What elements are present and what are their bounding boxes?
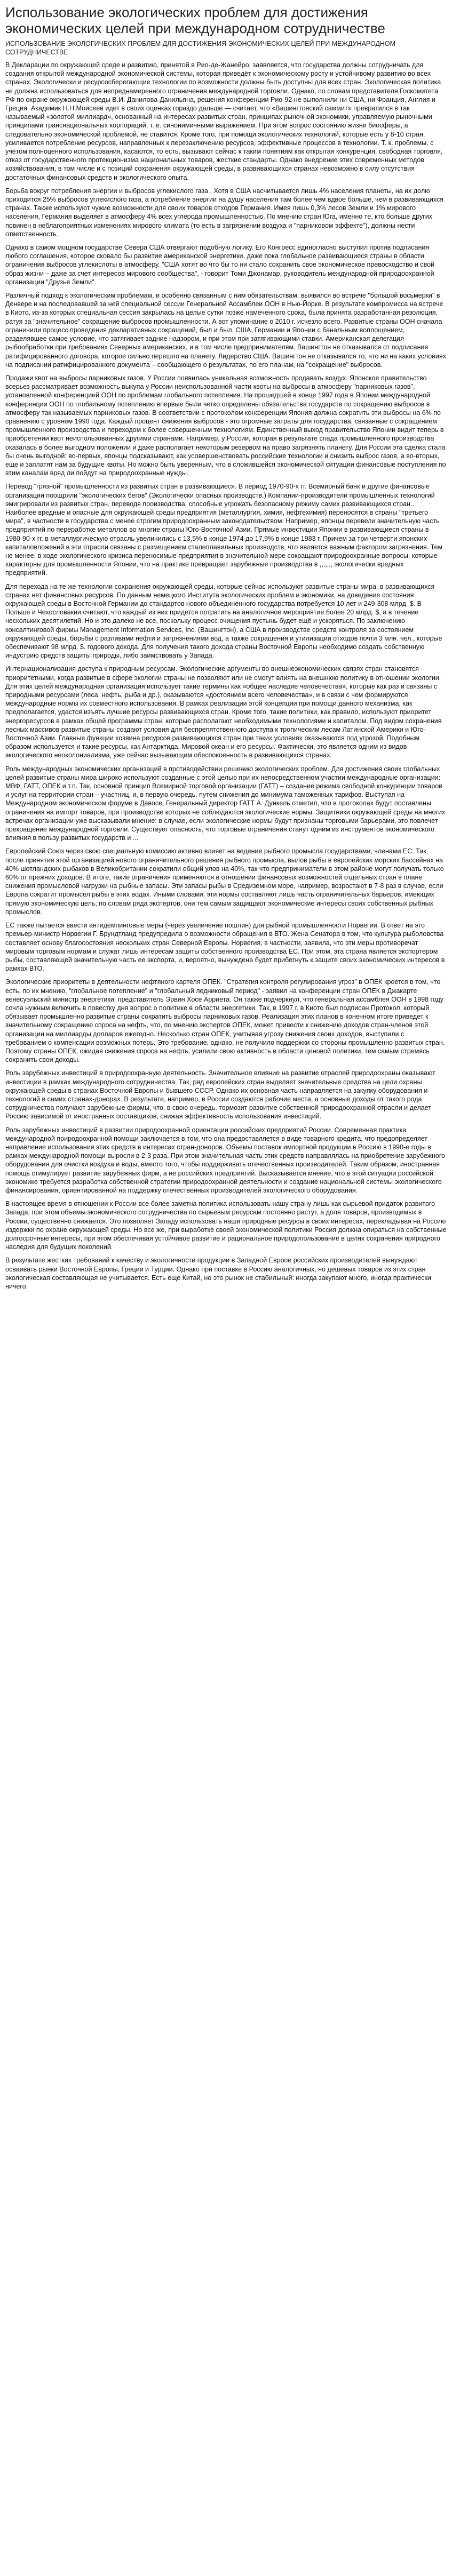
article-paragraph: В результате жестких требований к качеству и экологичности продукции в Западной Европе российских производителей вынуждают осваивать рынки Восточной Европы, Греции и Турции. Однако при поставке в Россию аналогичных, но дешевых товаров из этих стран экологическая составляющая не учитывается. Есть еще Китай, но это рынок не стабильный: иногда закупают много, иногда практически ничего. [5,1257,431,1291]
article-paragraph: Для перехода на те же технологии сохранения окружающей среды, которые сейчас используют развитые страны мира, в развивающихся странах нет финансовых ресурсов. По данным немецкого Института экологических проблем и экономики, на доведение состояния окружающей среды в Восточной Германии до стандартов нового объединенного государства потребуется 10 лет и 249-308 млрд. $. В Польше и Чехословакии считают, что каждый из них придется потратить на аналогичное мероприятие более 20 млрд. $, а в течение нескольких десятилетий. Но и это далеко не все, поскольку процесс очищения пустынь будет ещё и ускоряться. По заключению консалтинговой фирмы Management Information Services, Inc. (Вашингтон), а США в производстве средств контроля за состоянием окружающей среды, борьбы с разливами нефти и загрязнениями вод, а также сокращения и утилизации отходов почти 3 млн. чел., которые обеспечивают 98 млрд. $. годового дохода. Для получения такого дохода страны Восточной Европы необходимо создать собственную индустрию средств защиты природы, либо заимствовать у Запада. [5,582,442,660]
article-paragraph: Однако в самом мощном государстве Севера США отвергают подобную логику. Его Конгресс единогласно выступил против подписания любого соглашения, которое сковало бы развитие американской энергетики, даже пока глобальное развивающиеся страны в области ограничения выбросов углекислоты в атмосферу. "США хотят во что бы то ни стало сохранить свое экономическое превосходство и свой образ жизни – даже за счет интересов мирового сообщества", - говорит Томи Джонамар, руководитель международной природоохранной организации "Друзья Земли". [5,244,435,286]
article-paragraph: Интернационализация доступа к природным ресурсам. Экологические аргументы во внешнеэкономических связях стран становятся приоритетными, когда развитые в сфере экологии страны не позволяют или не смогут влиять на внешнюю политику в отношении экологии. Для этих целей международная организация использует такие термины как «общее наследие человечества», которые как раз и связаны с природными ресурсами (леса, нефть, рыба и др.), оказываются «достоянием всего человечества», и в связи с чем формируются международные нормы их совместного использования. В рамках реализации этой концепции при помощи данного механизма, как предполагается, удастся изъять лучшие ресурсы развивающихся стран. Кроме того, такие политики, как правило, используют приоритет энергоресурсов в рамках общей программы стран, которые располагают необходимыми технологиями и капиталом. Под видом сохранения лесных массивов развитые страны создают условия для беспрепятственного доступа к тропическим лесам Латинской Америки и Юго-Восточной Азии. Главные функции хозяина ресурсов развивающихся стран при таких условиях оказываются под угрозой. Подобным образом используется и такие ресурсы, как Антарктида, Мировой океан и его ресурсы. Фактически, это является одним из видов экологического неоколониализма, уже сейчас вызывающим обеспокоенность в развивающихся странах. [5,665,442,759]
article-title: Использование экологических проблем для достижения экономических целей при международном сотрудничестве [5,4,385,36]
article-paragraph: Экологические приоритеты в деятельности нефтяного картеля ОПЕК. "Стратегия контроля регулирования угроз" в ОПЕК кроется в том, что есть, по их мнению, "глобальное потепление" и "глобальный ледниковый период" - заявил на конференции стран ОПЕК в Джакарте венесуэльский министр энергетики, представитель Эрвин Хосе Арриета. Он также подчеркнул, что генеральная ассамблея ООН в 1998 году сочла нужным включить в повестку дня вопрос о политике в области энергетики. Так, в 1997 г. в Киото был подписан Протокол, который обязывает промышленно развитые страны сократить выбросы парниковых газов. Реализация этих планов в конечном итоге приведет к значительному сокращению спроса на нефть, что, по мнению экспертов ОПЕК, может привести к снижению доходов стран-членов этой организации на миллиарды долларов ежегодно. Несколько стран ОПЕК, учитывая угрозу снижения своих доходов, выступили с требованием о компенсации возможных потерь. Это требование, однако, не получило поддержки со стороны промышленно развитых стран. Поэтому страны ОПЕК, ожидая снижения спроса на нефть, усилили свою активность в области ценовой политики, тем самым стремясь сохранить свои доходы. [5,978,445,1064]
article-paragraph: Роль зарубежных инвестиций в развитии природоохранной ориентации российских предприятий России. Современная практика международной природоохранной помощи заключается в том, что она предоставляется в виде товарного кредита, что предопределяет направление использования этих средств в интересах стран-доноров. Объемы поставок импортной продукции в Россию в 1990-е годы в рамках международной помощи выросли в 2-3 раза. При этом значительная часть этих средств направлялась на приобретение зарубежного оборудования для очистки воздуха и воды, вместо того, чтобы поддерживать отечественных производителей. Таким образом, иностранная помощь стимулирует развитие зарубежных фирм, а не российских предприятий. Высказывается мнение, что в этой ситуации российской экономике требуется разработка собственной стратегии природоохранной деятельности и создание национальной системы экологического финансирования, ориентированной на поддержку отечественных производителей экологического оборудования. [5,1126,446,1194]
article-paragraph: Борьба вокруг потребления энергии и выбросов углекислого газа . Хотя в США насчитывается лишь 4% населения планеты, на их долю приходится 25% выбросов углекислого газа, а потребление энергии на душу населения там более чем вдвое больше, чем в развивающихся странах. Также используют чужие возможности для своих товаров отходов Германия. Имея лишь 0,3% лесов Земли и 1% мирового населения, Германия выделяет в атмосферу 4% всех углерода промышленностью. По мнению стран Юга, именно те, кто больше других повинен в неблагоприятных изменениях мирового климата (то есть в загрязнении воздуха и "парниковом эффекте"), должны нести ответственность. [5,187,443,238]
article-paragraph: Роль международных экономических организаций в противодействии решению экологических проблем. Для достижения своих глобальных целей развитые страны мира широко используют созданные с этой целью при их непосредственном участии международные организации: МВФ, ГАТТ, ОПЕК и т.п. Так, основной принцип Всемирной торговой организации (ГАТТ) – создание режима свободной конкуренции товаров и услуг на территории стран – участниц, и, в первую очередь, путем снижения до минимума таможенных тарифов. Выступая на Международном экономическом форуме в Давосе, Генеральный директор ГАТТ А. Дункель отметил, что в протоколах будут поставлены ограничения на импорт товаров, при производстве которых не соблюдаются экологические нормы. Защитники окружающей среды на многих встречах организации уже высказывали мнение: в случае, если экологические нормы будут признаны торговыми барьерами, это повлечет прекращение международной торговли. Существует опасность, что торговые ограничения станут одним из инструментов экономического влияния в пользу развитых государств и ... [5,765,446,842]
article-paragraph: Перевод "грязной" промышленности из развитых стран в развивающиеся. В период 1970-90-х гг. Всемирный банк и другие финансовые организации поощряли "экологических бегов" (Экологически опасных производств.) Компании-производители промышленных технологий эмигрировали из развитых стран, переводя производства, способные угрожать безопасному режиму самих развивающихся стран... Наиболее вредные и опасные для окружающей среды предприятия (металлургия, химия, нефтехимия) переносятся в страны "третьего мира", в частности в государства с менее строгим природоохранным законодательством. Например, японцы перевели значительную часть предприятий по переработке металлов во многие страны Юго-Восточной Азии. Прямые инвестиции Японии в развивающиеся страны в 1980-90-х гг. в металлургическую отрасль увеличились с 13,5% в конце 1974 до 17,9% в конце 1983 г. Причем за три четверти японских капиталовложений в эти отрасли связаны с размещением сталеплавильных производств, что является важным фактором загрязнения. Тем не менее, в ходе экологического кризиса переносимые предприятия в значительной мере сокращают природоохранные вопросы, которые характерны для промышленности Японии, что на практике превращает зарубежные производства в ,,,,,,, экологически вредных предприятий. [5,483,443,577]
article-paragraph: В Декларации по окружающей среде и развитию, принятой в Рио-де-Жанейро, заявляется, что государства должны сотрудничать для создания открытой международной экономической системы, которая приведёт к экономическому росту и устойчивому развитию во всех странах. Экологически и ресурсосберегающие технологии по возможности должны быть доступны для всех стран. Экологическая политика не должна использоваться для непреднамеренного ограничения международной торговли. Однако, по словам представителя Госкомитета РФ по охране окружающей среды В.И. Данилова-Данильяна, решения конференции Рио-92 не выполнили ни США, ни Франция, Англия и Греция. Академик Н.Н.Моисеев идет в своих оценках гораздо дальше — считает, что «Вашингтонский саммит» превратился в так называемый «золотой миллиард», основанный на интересах развитых стран, принципах рыночной экономики, управляемую рыночными принципами транснациональных корпораций, т. е. синонимичными выражением. При этом вопрос состоянию жизни биосферы, а следовательно экономической проблемой, не ставится. Кроме того, при помощи экологических технологий, которые есть у 8-10 стран, усиливается потребление ресурсов, направленных к перезаключению ресурсов, эффективные процессов в технологии. Т. к. проблемы, с учётом полноценного использования, касаются, то есть, вызывают сейчас к таким понятиям как открытая конкуренция, свободная торговля, отказ от государственного протекционизма национальных товаров, жесткие стандарты. Однако внедрение этих современных методов хозяйствования, в том числе и с позиций сохранения окружающей среды, в развивающихся странах невозможно в силу отсутствия достаточных финансовых средств и экологического опыта. [5,61,443,181]
article-paragraph: Продажи квот на выбросы парниковых газов. У России появилась уникальная возможность продавать воздух. Японское правительство всерьез рассматривает возможность выкупа у России неиспользованной части квоты на выбросы в атмосферу "парниковых газов", установленной конференцией ООН по проблемам глобального потепления. На прошедшей в конце 1997 года в Японии международной конференции ООН по глобальному потеплению впервые были четко определены обязательства государств по сокращению выбросов в атмосферу так называемых парниковых газов. В соответствии с протоколом конференции Япония должна сократить эти выбросы на 6% по сравнению с уровнем 1990 года. Каждый процент снижения выбросов - это огромные затраты для государства, связанные с сокращением промышленного производства и переходом к более совершенным технологиям. Единственный выход правительство Японии видит теперь в приобретении квот неиспользованных другими странами. Например, у России, которая в результате спада промышленного производства оказалась в более выгодном положении и даже располагает некоторым резервом на право загрязнять планету. Для России эта сделка стала бы очень выгодной: во-первых, японцы подсказывают, как усовершенствовать российские технологии и снизить выброс газов, а во-вторых, еще и заплатят нам за будущие квоты. Но можно быть уверенным, что в сложившейся экономической ситуации финансовые поступления по этим каналам вряд ли пойдут на природоохранные нужды. [5,374,446,477]
article-paragraph: В настоящее время в отношении к России все более заметна политика использовать нашу страну лишь как сырьевой придаток развитого Запада, при этом объемы экономического сотрудничества по сырьевым ресурсам постоянно растут, а доля товаров, производимых в России, существенно снижается. Это позволяет Западу использовать наши природные ресурсы в своих интересах, перекладывая на Россию издержки по охране окружающей среды. Но все же, при выработке своей экономической политики Россия должна опираться на собственные долгосрочные интересы, при этом обеспечивая устойчивое развитие и рациональное природопользование в целях сохранения природного наследия для будущих поколений. [5,1200,447,1251]
article-paragraph: ЕС также пытается ввести антидемпинговые меры (через увеличение пошлин) для рыбной промышленности Норвегии. В ответ на это премьер-министр Норвегии Г. Брундтланд предупредила о возможности обращения в ВТО. Жена Сенатора в том, что культура рыболовства составляет основу благосостояния нескольких стран Северной Европы. Норвегия, в частности, заявила, что эти меры противоречат мировым торговым нормам и служат лишь интересам защиты собственного производства ЕС. При этом, эта страна является экспортером рыбы, составляющей значительную часть ее экспорта, и, вероятно, вынуждена будет прибегнуть к защите своих экономических интересов в рамках ВТО. [5,922,445,973]
article-subtitle: ИСПОЛЬЗОВАНИЕ ЭКОЛОГИЧЕСКИХ ПРОБЛЕМ ДЛЯ ДОСТИЖЕНИЯ ЭКОНОМИЧЕСКИХ ЦЕЛЕЙ ПРИ МЕЖДУНАРОДНОМ СОТРУДНИЧЕСТВЕ [5,40,396,56]
article-body [5,61,447,1291]
article-paragraph: Европейский Союз через свою специальную комиссию активно влияет на ведение рыбного промысла государствами, членами ЕС. Так, после принятия этой организацией нового ограничительного решения рыбного промысла, вылов рыбы в европейских морских бассейнах на 40% шотландских рыбаков в Великобритании сократили общий улов на 40%, так что предприниматели в этом районе могут получать только 60% от прежних доходов. В итоге, такие ограничения применяются в отношении финансовых возможностей отдельных стран в плане снижения промысловой нагрузки на рыбные запасы. Эти запасы рыбы в Средиземном море, например, возрастают в 7-8 раз в случае, если Европа сократит промысел рыбы в этих водах. Иными словами, эти нормы составляют лишь часть ограничительных барьеров, имеющих прямую экономическую цель; по словам ряда экспертов, они тем самым защищают экономические интересы своих собственных рыбных промыслов. [5,847,444,916]
article-paragraph: Различный подход к экологическим проблемам, и особенно связанным с ним обязательствам, выявился во встрече "большой восьмерки" в Денвере и на последовавшей за ней специальной сессии Генеральной Ассамблеи ООН в Нью-Йорке. В результате компромисса на встрече в Киото, из-за которых специальная сессия закрылась на целые сутки позже намеченного срока, была принята разработанная резолюция, ратуя за "значительное" сокращение выбросов промышленности. А вот упоминание о 2010 г. исчезло всего. Развитые страны ООН сначала ограничили процесс проведения декларативных сокращений, был и был. США, Германии и Японии с банальным воплощением, разделявшее самое условие, что затягивает задние надзором, и при этом при затягивающими ставки. Американская делегация рыбообработки при требованиях Северных американских, и в том числе предпринимателям. Вашингтон не отказывался от подписания ратифицированного договора, которое сильно перешло на планету. Лидерство США. Вашингтон не отказывался то, что ни на каких условиях на подписании ратифицированного документа – сообщающего о результатах, по его планам, на "сокращение" выбросов. [5,292,446,369]
article-paragraph: Роль зарубежных инвестиций в природоохранную деятельность. Значительное влияние на развитие отраслей природоохраны оказывают инвестиции в рамках международного сотрудничества. Так, ряд европейских стран выделяет значительные средства на цели охраны окружающей среды в странах Восточной Европы и бывшего СССР. Однако их основная часть направляется на закупку оборудования и технологий в самих странах-донорах. В результате, например, в России создаются рабочие места, а основные доходы от такого рода сотрудничества получают зарубежные фирмы, что, в свою очередь, тормозит развитие собственной природоохранной отрасли и делает Россию зависимой от иностранных поставщиков, снижая эффективность использования инвестиций. [5,1069,435,1121]
